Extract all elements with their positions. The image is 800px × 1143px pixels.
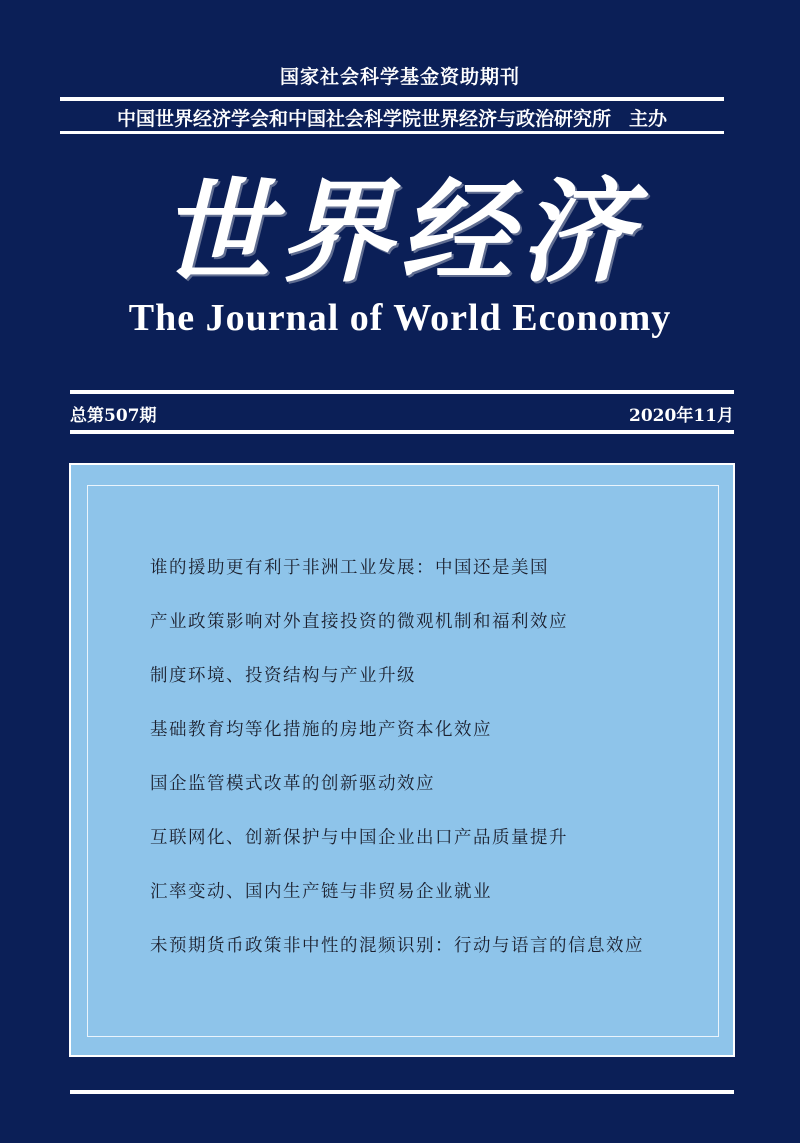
issue-rule-bottom <box>70 430 734 434</box>
contents-item: 互联网化、创新保护与中国企业出口产品质量提升 <box>150 828 568 848</box>
issue-rule-top <box>70 390 734 394</box>
contents-item: 谁的援助更有利于非洲工业发展：中国还是美国 <box>150 558 549 578</box>
contents-item: 制度环境、投资结构与产业升级 <box>150 666 416 686</box>
fund-note: 国家社会科学基金资助期刊 <box>279 66 520 88</box>
sponsor-line <box>60 104 724 131</box>
top-rule-2 <box>60 131 724 134</box>
bottom-rule <box>70 1090 734 1094</box>
contents-item: 国企监管模式改革的创新驱动效应 <box>150 774 435 794</box>
contents-item: 产业政策影响对外直接投资的微观机制和福利效应 <box>150 612 568 632</box>
contents-item: 未预期货币政策非中性的混频识别：行动与语言的信息效应 <box>150 936 644 956</box>
contents-item: 基础教育均等化措施的房地产资本化效应 <box>150 720 492 740</box>
sponsor-role: 主办 <box>629 108 668 130</box>
issue-row <box>70 401 734 427</box>
issue-date: 2020年11月 <box>629 406 734 426</box>
issue-number: 总第507期 <box>70 406 157 426</box>
sponsor-names: 中国世界经济学会和中国社会科学院世界经济与政治研究所 <box>116 108 611 130</box>
contents-list <box>150 554 710 986</box>
journal-title-english: The Journal of World Economy <box>128 297 672 339</box>
top-rule-1 <box>60 97 724 101</box>
contents-item: 汇率变动、国内生产链与非贸易企业就业 <box>150 882 492 902</box>
journal-title-chinese: 世界经济 <box>160 167 640 298</box>
